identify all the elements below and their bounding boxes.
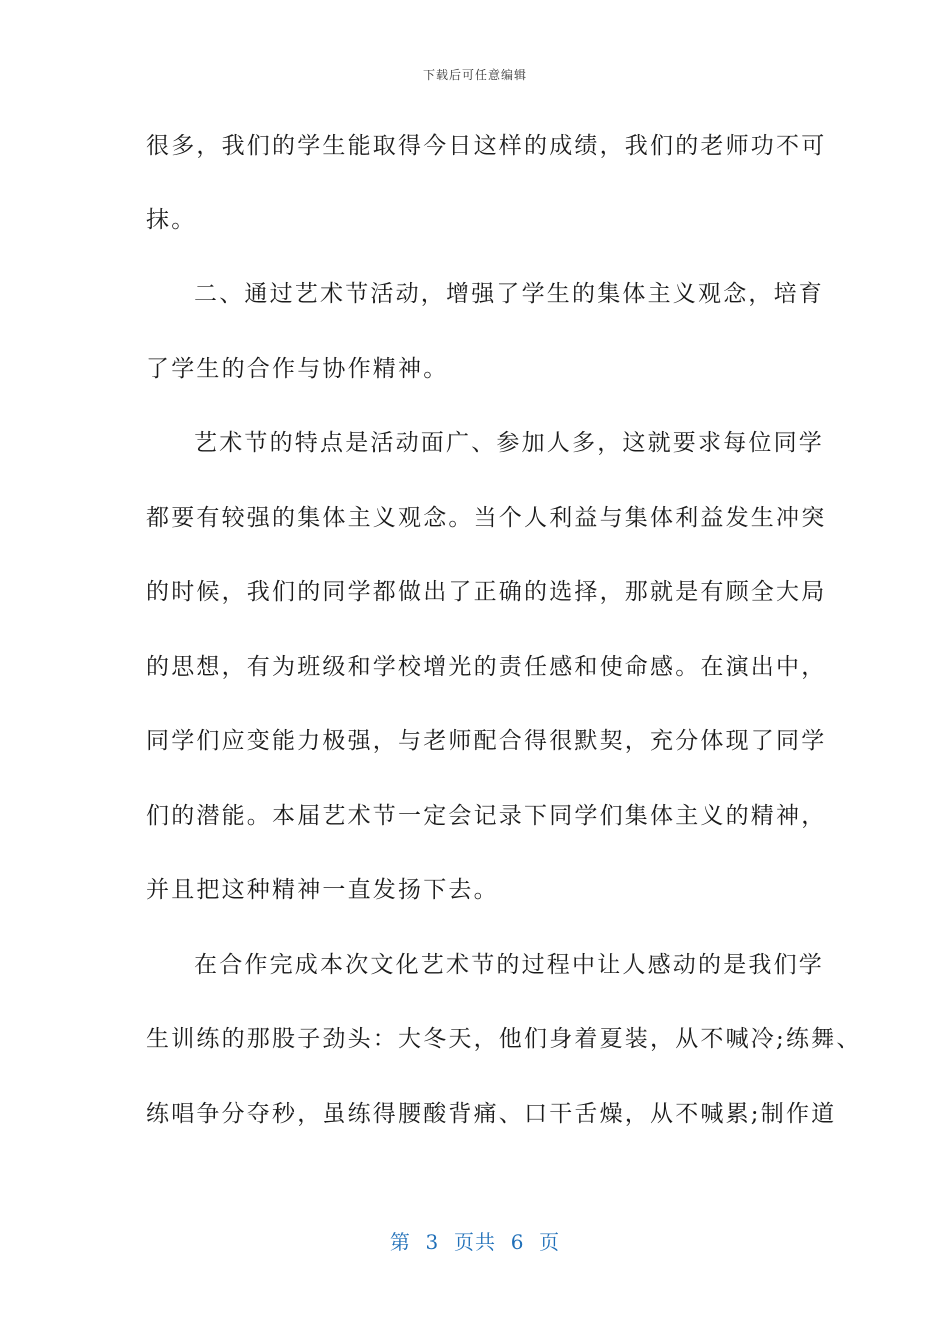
paragraph-line: 同学们应变能力极强，与老师配合得很默契，充分体现了同学 — [146, 728, 827, 754]
page-number-footer: 第 3 页共 6 页 — [389, 1230, 561, 1254]
paragraph-line: 们的潜能。本届艺术节一定会记录下同学们集体主义的精神， — [146, 803, 827, 829]
paragraph-line: 的时候，我们的同学都做出了正确的选择，那就是有顾全大局 — [146, 579, 827, 605]
paragraph-line: 抹。 — [146, 207, 197, 233]
section-heading-line: 了学生的合作与协作精神。 — [146, 356, 449, 382]
paragraph-line: 在合作完成本次文化艺术节的过程中让人感动的是我们学 — [194, 952, 824, 978]
section-heading-line: 二、通过艺术节活动，增强了学生的集体主义观念，培育 — [194, 281, 824, 307]
paragraph-line: 艺术节的特点是活动面广、参加人多，这就要求每位同学 — [194, 430, 824, 456]
paragraph-line: 并且把这种精神一直发扬下去。 — [146, 877, 499, 903]
paragraph-line: 都要有较强的集体主义观念。当个人利益与集体利益发生冲突 — [146, 505, 827, 531]
paragraph-line: 的思想，有为班级和学校增光的责任感和使命感。在演出中， — [146, 654, 827, 680]
page-header: 下载后可任意编辑 — [422, 68, 527, 82]
paragraph-line: 生训练的那股子劲头：大冬天，他们身着夏装，从不喊冷;练舞、 — [146, 1026, 862, 1052]
paragraph-line: 很多，我们的学生能取得今日这样的成绩，我们的老师功不可 — [146, 133, 827, 159]
paragraph-line: 练唱争分夺秒，虽练得腰酸背痛、口干舌燥，从不喊累;制作道 — [146, 1101, 837, 1127]
